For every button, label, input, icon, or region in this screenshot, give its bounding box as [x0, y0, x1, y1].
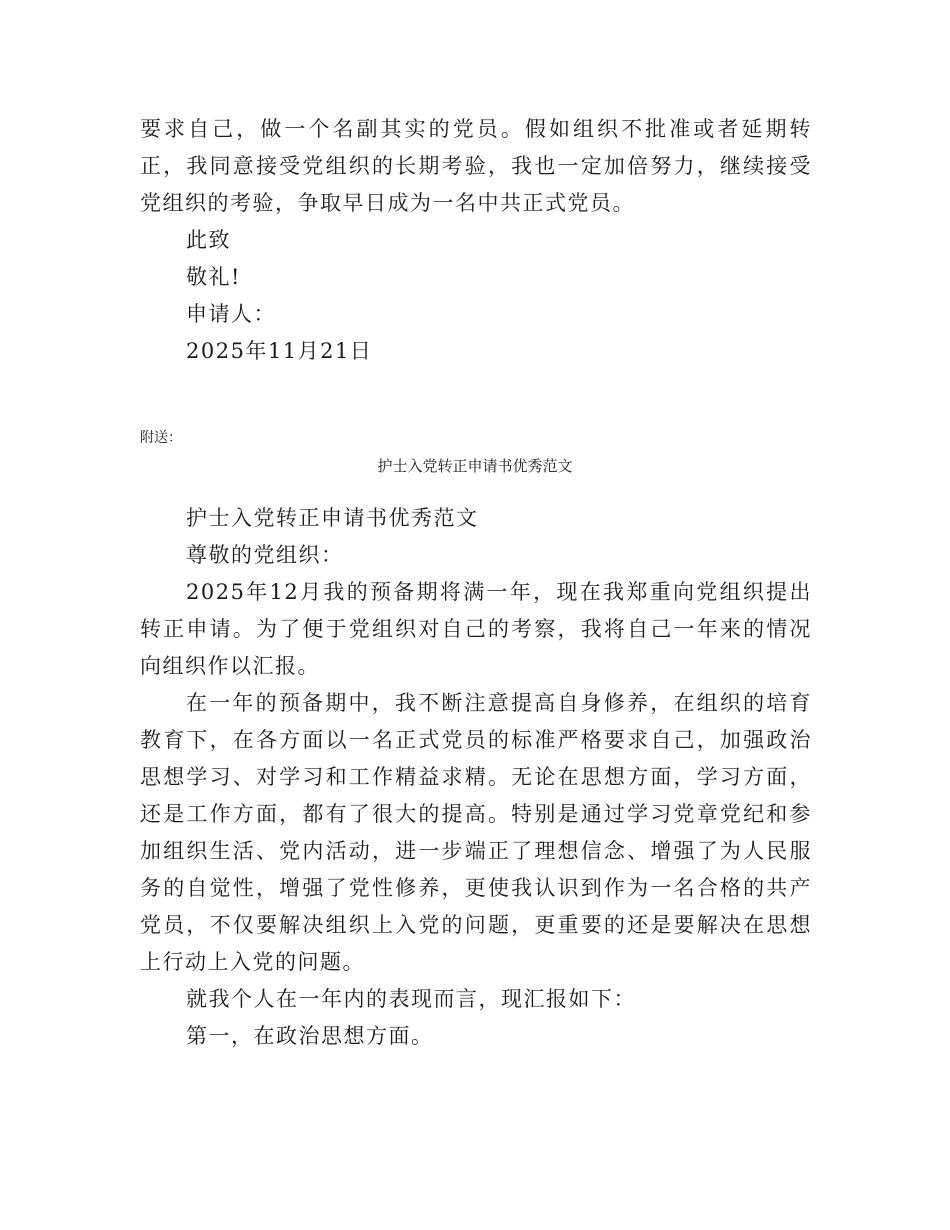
closing-jing-li: 敬礼!	[186, 265, 241, 289]
attachment-label: 附送：	[140, 430, 182, 446]
article-paragraph-1: 2025年12月我的预备期将满一年，现在我郑重向党组织提出转正申请。为了便于党组织对自己的考察，我将自己一年来的情况向组织作以汇报。	[140, 580, 812, 678]
signature-date: 2025年11月21日	[186, 339, 373, 363]
article-heading: 护士入党转正申请书优秀范文	[186, 506, 479, 530]
article-salutation: 尊敬的党组织：	[186, 543, 344, 567]
article-paragraph-2: 在一年的预备期中，我不断注意提高自身修养，在组织的培育教育下，在各方面以一名正式党员的标准严格要求自己，加强政治思想学习、对学习和工作精益求精。无论在思想方面，学习方面，还是工作方面，都有了很大的提高。特别是通过学习党章党纪和参加组织生活、党内活动，进一步端正了理想信念、增强了为人民服务的自觉性，增强了党性修养，更使我认识到作为一名合格的共产党员，不仅要解决组织上入党的问题，更重要的还是要解决在思想上行动上入党的问题。	[140, 691, 812, 974]
article-intro-line: 就我个人在一年内的表现而言，现汇报如下：	[186, 987, 636, 1011]
closing-ci-zhi: 此致	[186, 228, 231, 252]
applicant-label: 申请人：	[186, 302, 276, 326]
article-section-1: 第一，在政治思想方面。	[186, 1024, 434, 1048]
attachment-title: 护士入党转正申请书优秀范文	[377, 457, 573, 475]
continuation-paragraph: 要求自己，做一个名副其实的党员。假如组织不批准或者延期转正，我同意接受党组织的长期考验，我也一定加倍努力，继续接受党组织的考验，争取早日成为一名中共正式党员。	[140, 117, 812, 215]
